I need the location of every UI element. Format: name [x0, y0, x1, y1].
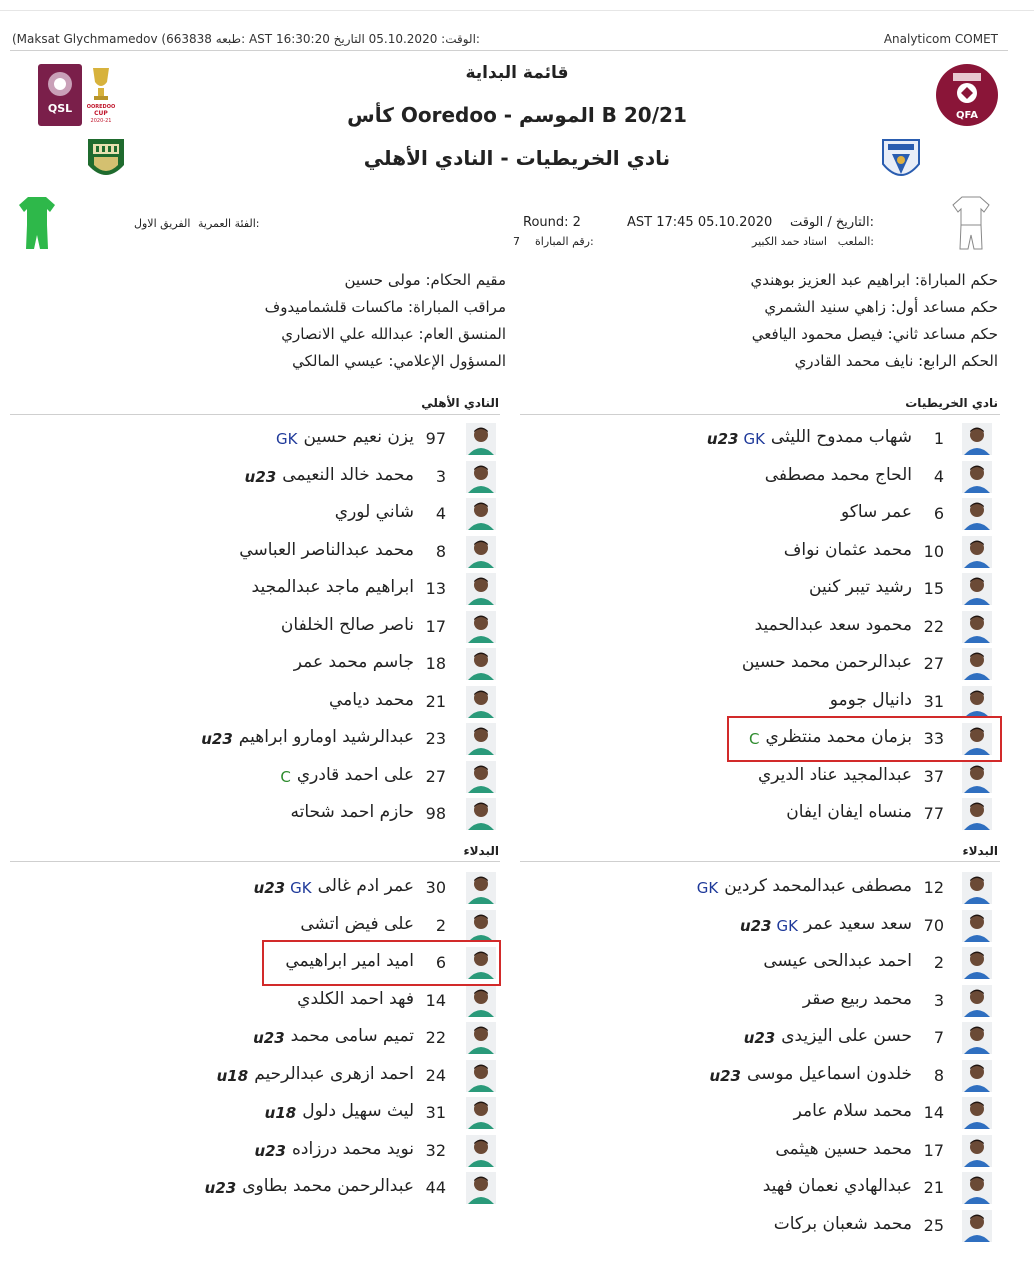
home-team-heading: نادي الخريطيات	[905, 396, 998, 410]
player-row	[0, 983, 1034, 1019]
player-photo	[466, 1135, 496, 1167]
player-name: الحاج محمد مصطفى	[764, 464, 912, 485]
competition-title: كأس Ooredoo - الموسم B 20/21	[347, 103, 687, 127]
player-number: 22	[425, 1028, 446, 1047]
player-name: ابراهيم ماجد عبدالمجيد	[251, 577, 414, 597]
player-name: شاني لوري	[334, 502, 414, 522]
player-name: عبدالهادي نعمان فهيد	[762, 1176, 912, 1196]
age-tag: u23	[201, 730, 233, 748]
goalkeeper-tag: GK	[776, 916, 798, 935]
match-number-label: رقم المباراة:	[535, 235, 594, 248]
player-row	[0, 459, 1034, 495]
away-team-heading: النادي الأهلي	[421, 396, 499, 410]
player-number: 8	[933, 1065, 944, 1085]
player-number: 31	[425, 1103, 446, 1122]
player-number: 77	[923, 804, 944, 823]
player-number: 17	[425, 616, 446, 636]
player-name: رشيد تيبر كنين	[809, 577, 912, 597]
player-name: عبدالرحمن محمد حسين	[741, 652, 912, 672]
player-number: 33	[923, 729, 944, 748]
player-name: محمد ديامي	[329, 689, 414, 710]
svg-text:CUP: CUP	[94, 110, 108, 117]
player-name: تميم سامى محمد	[290, 1026, 414, 1046]
player-number: 8	[435, 541, 446, 561]
player-name: عبدالرحمن محمد بطاوى	[242, 1176, 414, 1196]
player-photo	[466, 1060, 496, 1092]
away-subs-rule	[10, 861, 500, 862]
player-row	[0, 684, 1034, 720]
player-number: 10	[923, 541, 944, 561]
age-tag: u18	[216, 1066, 249, 1085]
player-name: دانيال جومو	[829, 689, 912, 710]
player-number: 25	[923, 1215, 944, 1235]
player-number: 6	[933, 504, 944, 523]
age-category-label: الفئة العمرية:	[198, 217, 260, 230]
player-number: 18	[425, 654, 446, 673]
player-photo	[466, 686, 496, 718]
print-meta: (Maksat Glychmamedov (663838 طبعه: AST 16:30:20 الوقت: 05.10.2020 التاريخ:	[12, 32, 480, 46]
player-number: 44	[425, 1178, 446, 1197]
player-photo	[466, 1172, 496, 1204]
start-list-title: قائمة البداية	[465, 63, 569, 83]
player-number: 30	[425, 878, 446, 897]
player-number: 12	[923, 878, 944, 897]
top-border	[0, 10, 1034, 11]
player-name: محمد عبدالناصر العباسي	[239, 539, 414, 560]
player-number: 3	[933, 990, 944, 1010]
player-number: 2	[933, 953, 944, 972]
home-subs-rule	[520, 861, 1000, 862]
brand-text: Analyticom COMET	[883, 32, 998, 46]
player-photo	[466, 798, 496, 830]
player-name: نويد محمد درزاده	[292, 1138, 414, 1159]
player-name: على فيض اتشى	[300, 913, 414, 934]
player-row	[0, 1133, 1034, 1169]
player-number: 27	[425, 766, 446, 786]
match-number-value: 7	[513, 235, 520, 248]
player-name: محمود سعد عبدالحميد	[754, 614, 912, 635]
player-photo	[466, 985, 496, 1017]
player-number: 27	[923, 654, 944, 673]
player-row	[0, 496, 1034, 532]
age-tag: u23	[706, 430, 739, 448]
player-row	[0, 609, 1034, 645]
player-row	[0, 870, 1034, 906]
svg-text:QFA: QFA	[956, 110, 978, 121]
official-assistant-1: حكم مساعد أول: زاهي سنيد الشمري	[764, 298, 998, 316]
header-divider	[10, 50, 1008, 51]
player-name: محمد خالد النعيمى	[282, 464, 414, 485]
official-assessor: مقيم الحكام: مولى حسين	[344, 271, 506, 289]
player-photo	[466, 611, 496, 643]
player-photo	[962, 1210, 992, 1242]
official-coordinator: المنسق العام: عبدالله علي الانصاري	[281, 325, 506, 343]
player-number: 14	[923, 1103, 944, 1122]
player-name: حازم احمد شحاته	[290, 802, 414, 822]
player-number: 22	[923, 616, 944, 636]
player-row	[0, 796, 1034, 832]
player-number: 3	[435, 466, 446, 486]
player-number: 6	[435, 953, 446, 972]
player-row	[0, 908, 1034, 944]
player-number: 21	[923, 1178, 944, 1197]
goalkeeper-tag: GK	[290, 879, 312, 897]
age-tag: u23	[254, 1141, 286, 1160]
player-name: محمد ربيع صقر	[802, 988, 912, 1009]
age-category-value: الفريق الاول	[134, 217, 191, 230]
player-number: 15	[923, 579, 944, 598]
player-row	[0, 571, 1034, 607]
player-name: عمر ادم غالى	[317, 876, 414, 896]
age-tag: u23	[253, 1029, 285, 1047]
player-photo	[466, 910, 496, 942]
age-tag: u23	[204, 1179, 237, 1197]
player-number: 98	[425, 804, 446, 823]
goalkeeper-tag: GK	[743, 430, 765, 448]
home-kit-icon	[952, 195, 990, 251]
round-label: Round: 2	[523, 215, 581, 230]
player-name: ناصر صالح الخلفان	[280, 614, 414, 635]
date-label: التاريخ / الوقت:	[789, 215, 874, 230]
age-tag: u18	[264, 1104, 297, 1122]
home-starters-rule	[520, 414, 1000, 415]
player-name: خلدون اسماعيل موسى	[747, 1063, 912, 1084]
away-starters-rule	[10, 414, 500, 415]
player-row	[0, 421, 1034, 457]
player-row	[0, 1208, 1034, 1244]
player-photo	[466, 461, 496, 493]
player-name: على احمد قادري	[296, 764, 414, 785]
player-photo	[466, 872, 496, 904]
svg-text:2020-21: 2020-21	[90, 118, 112, 124]
player-number: 17	[923, 1140, 944, 1160]
captain-tag: C	[748, 730, 760, 748]
player-name: ليث سهيل دلول	[302, 1101, 414, 1121]
player-name: احمد عبدالحى عيسى	[763, 951, 912, 971]
player-number: 4	[933, 466, 944, 486]
player-name: جاسم محمد عمر	[293, 652, 414, 672]
player-photo	[466, 723, 496, 755]
date-value: AST 17:45 05.10.2020	[627, 215, 773, 230]
official-referee: حكم المباراة: ابراهيم عبد العزيز بوهندي	[750, 271, 998, 289]
away-subs-heading: البدلاء	[463, 844, 499, 858]
age-tag: u23	[743, 1029, 776, 1047]
player-number: 97	[425, 429, 446, 448]
captain-tag: C	[280, 767, 291, 786]
player-photo	[466, 536, 496, 568]
player-name: اميد امير ابراهيمي	[285, 951, 414, 971]
player-name: حسن على اليزيدى	[781, 1026, 912, 1046]
svg-text:OOREDOO: OOREDOO	[86, 104, 116, 110]
player-name: فهد احمد الكلدي	[297, 988, 414, 1009]
player-name: شهاب ممدوح الليثى	[770, 427, 912, 447]
player-number: 23	[425, 729, 446, 748]
official-match-commissioner: مراقب المباراة: ماكسات قلشماميدوف	[264, 298, 506, 316]
age-tag: u23	[709, 1066, 741, 1085]
player-number: 1	[933, 429, 944, 448]
player-photo	[466, 761, 496, 793]
player-row	[0, 945, 1034, 981]
age-tag: u23	[244, 467, 277, 486]
player-name: عمر ساكو	[840, 502, 912, 522]
player-name: بزمان محمد منتظري	[765, 727, 912, 747]
player-number: 4	[435, 504, 446, 523]
official-assistant-2: حكم مساعد ثاني: فيصل محمود اليافعي	[751, 325, 998, 343]
player-row	[0, 1095, 1034, 1131]
player-photo	[466, 648, 496, 680]
goalkeeper-tag: GK	[276, 430, 298, 448]
player-row	[0, 759, 1034, 795]
away-kit-icon	[18, 195, 56, 251]
age-tag: u23	[253, 879, 286, 897]
player-name: منساه ايفان ايفان	[786, 802, 912, 822]
player-name: يزن نعيم حسين	[303, 427, 414, 447]
player-number: 24	[425, 1065, 446, 1085]
player-number: 31	[923, 691, 944, 711]
player-number: 70	[923, 915, 944, 935]
player-row	[0, 646, 1034, 682]
player-number: 21	[425, 691, 446, 711]
stadium-label: الملعب:	[837, 235, 874, 248]
player-row	[0, 534, 1034, 570]
player-number: 37	[923, 766, 944, 786]
player-name: محمد شعبان بركات	[773, 1213, 912, 1234]
official-media: المسؤول الإعلامي: عيسي المالكي	[292, 352, 506, 370]
stadium-value: استاد حمد الكبير	[752, 235, 827, 248]
player-number: 14	[425, 990, 446, 1010]
highlight-box-home-captain	[727, 716, 1002, 762]
player-number: 13	[425, 579, 446, 598]
player-photo	[466, 423, 496, 455]
player-row	[0, 1170, 1034, 1206]
home-subs-heading: البدلاء	[962, 844, 998, 858]
player-name: عبدالرشيد اومارو ابراهيم	[238, 727, 414, 747]
player-number: 2	[435, 915, 446, 935]
player-row	[0, 1058, 1034, 1094]
player-number: 7	[933, 1028, 944, 1047]
goalkeeper-tag: GK	[696, 879, 719, 897]
match-title: نادي الخريطيات - النادي الأهلي	[363, 146, 671, 170]
player-photo	[466, 1022, 496, 1054]
player-photo	[466, 573, 496, 605]
highlight-box-away-sub	[262, 940, 501, 986]
player-row	[0, 1020, 1034, 1056]
player-name: محمد سلام عامر	[793, 1101, 912, 1121]
player-name: احمد ازهرى عبدالرحيم	[254, 1063, 414, 1084]
svg-text:QSL: QSL	[47, 102, 73, 115]
player-photo	[466, 1097, 496, 1129]
player-name: سعد سعيد عمر	[803, 913, 912, 934]
age-tag: u23	[739, 916, 772, 935]
official-fourth: الحكم الرابع: نايف محمد القادري	[794, 352, 998, 370]
player-name: محمد عثمان نواف	[783, 539, 912, 560]
player-name: عبدالمجيد عناد الديري	[757, 764, 912, 785]
player-number: 32	[425, 1140, 446, 1160]
player-name: مصطفى عبدالمحمد كردين	[724, 876, 912, 896]
player-name: محمد حسين هيثمى	[775, 1138, 912, 1159]
player-photo	[466, 498, 496, 530]
